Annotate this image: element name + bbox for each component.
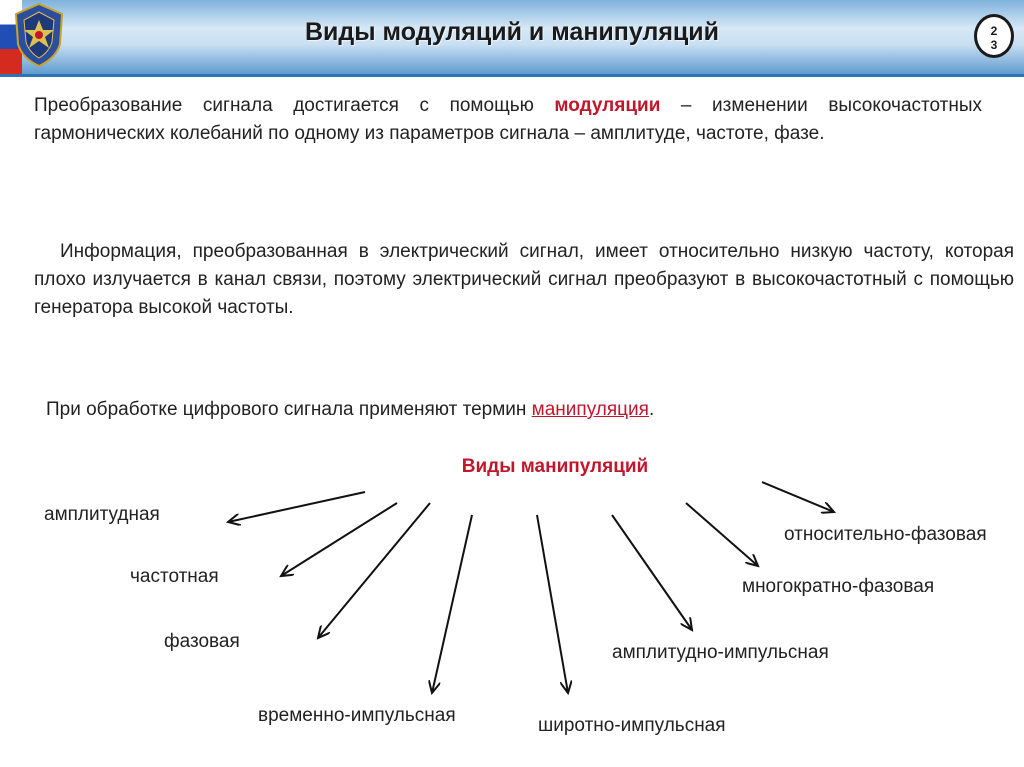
arrow-width-pulse — [537, 515, 568, 693]
label-relative-phase: относительно-фазовая — [784, 524, 987, 545]
paragraph-manipulation-after: . — [648, 399, 655, 420]
label-time-pulse: временно-импульсная — [258, 705, 456, 726]
paragraph-manipulation-before: При обработке цифрового сигнала применяют термин — [46, 399, 532, 420]
label-amplitude-pulse: амплитудно-импульсная — [612, 642, 829, 663]
arrow-time-pulse — [432, 515, 472, 693]
label-amplitude: амплитудная — [44, 504, 160, 525]
diagram-title: Виды манипуляций — [461, 456, 649, 477]
page-number-bottom: 3 — [990, 38, 998, 52]
arrow-amplitude-pulse — [612, 515, 692, 630]
arrow-relative-phase — [762, 482, 834, 512]
page-title: Виды модуляций и манипуляций — [304, 18, 720, 46]
label-multi-phase: многократно-фазовая — [742, 576, 935, 597]
arrow-amplitude — [228, 492, 365, 522]
manipulation-link[interactable]: манипуляция — [531, 399, 649, 420]
modulation-term: модуляции — [554, 95, 661, 116]
arrow-multi-phase — [686, 503, 758, 566]
paragraph-modulation-after: – изменении высокочастотных гармонических колебаний по одному из параметров сигнала – амплитуде, частоте, фазе. — [34, 95, 982, 144]
page-number-top: 2 — [990, 24, 998, 38]
label-width-pulse: широтно-импульсная — [538, 715, 726, 736]
arrow-phase — [318, 503, 430, 638]
paragraph-modulation-before: Преобразование сигнала достигается с помощью — [34, 95, 555, 116]
paragraph-information-text: Информация, преобразованная в электрический сигнал, имеет относительно низкую частоту, которая плохо излучается в канал связи, поэтому электрический сигнал преобразуют в высокочастотный с помощью генератора высокой частоты. — [34, 241, 1014, 318]
label-frequency: частотная — [130, 566, 219, 587]
label-phase: фазовая — [164, 631, 240, 652]
